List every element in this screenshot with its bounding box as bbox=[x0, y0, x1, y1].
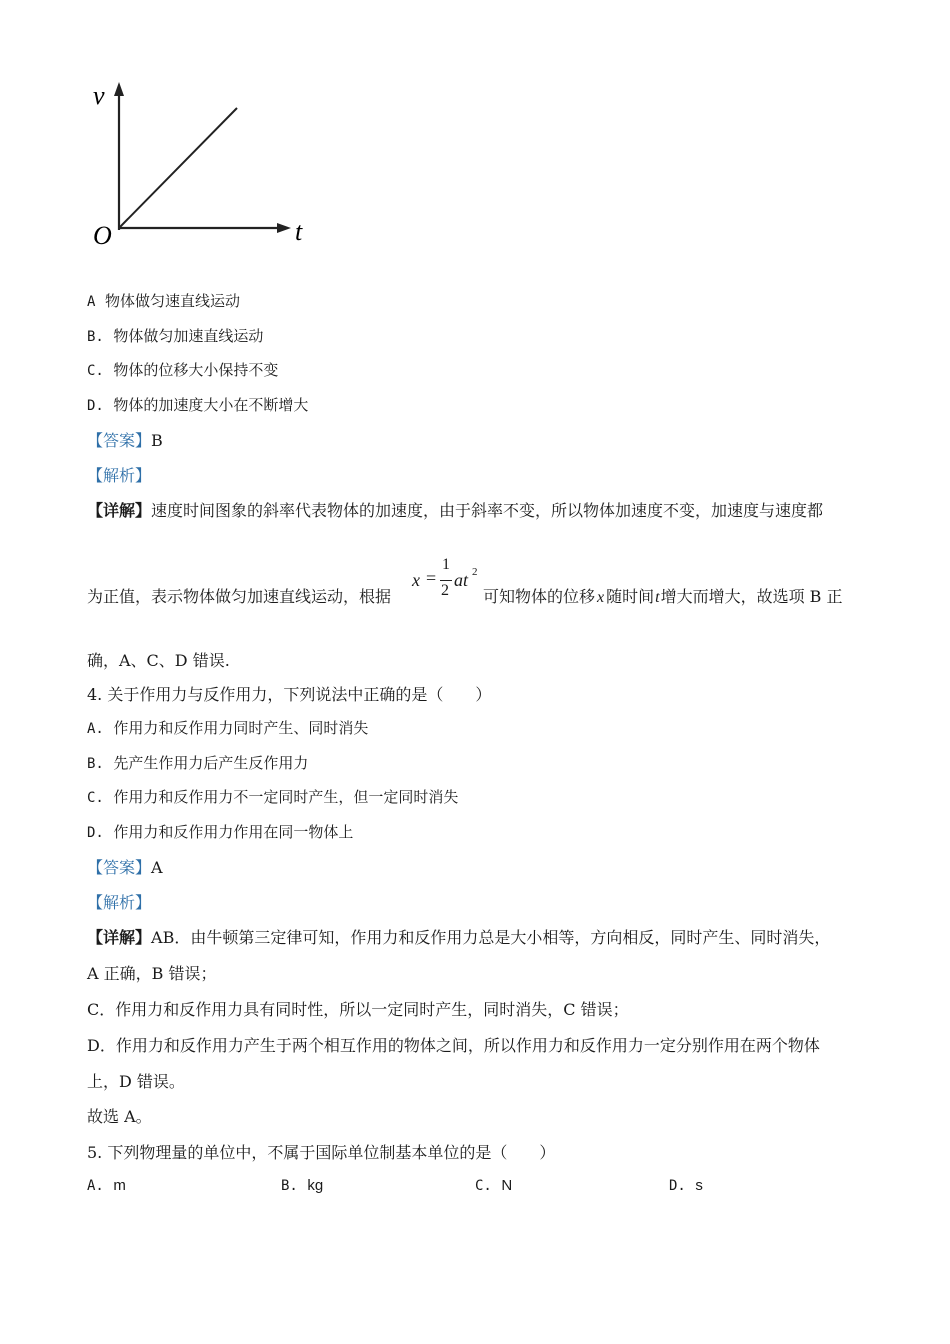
q4-option-d: D. 作用力和反作用力作用在同一物体上 bbox=[87, 823, 354, 841]
q3-option-b: B. 物体做匀加速直线运动 bbox=[87, 327, 264, 345]
q4-detail-d2: 上，D 错误。 bbox=[87, 1072, 185, 1091]
q5-option-d: D. s bbox=[669, 1177, 703, 1194]
q4-option-b: B. 先产生作用力后产生反作用力 bbox=[87, 754, 309, 772]
t-axis-arrow bbox=[277, 223, 291, 233]
q3-option-c: C. 物体的位移大小保持不变 bbox=[87, 361, 279, 379]
q3-detail-line1: 【详解】速度时间图象的斜率代表物体的加速度，由于斜率不变，所以物体加速度不变，加速度与速度都 bbox=[87, 501, 824, 520]
q4-detail-c: C．作用力和反作用力具有同时性，所以一定同时产生，同时消失，C 错误； bbox=[87, 1000, 629, 1019]
q5-option-c: C. N bbox=[475, 1177, 513, 1194]
t-axis-label: t bbox=[295, 217, 303, 246]
q3-detail-line3: 确，A、C、D 错误. bbox=[87, 651, 230, 670]
q3-answer: 【答案】B bbox=[87, 431, 163, 450]
q4-stem: 4. 关于作用力与反作用力，下列说法中正确的是（ ） bbox=[87, 685, 492, 704]
q3-option-d: D. 物体的加速度大小在不断增大 bbox=[87, 396, 309, 414]
q4-option-a: A. 作用力和反作用力同时产生、同时消失 bbox=[87, 719, 369, 737]
q5-stem: 5. 下列物理量的单位中，不属于国际单位制基本单位的是（ ） bbox=[87, 1143, 556, 1162]
q4-option-c: C. 作用力和反作用力不一定同时产生，但一定同时消失 bbox=[87, 788, 459, 806]
v-axis-arrow bbox=[114, 82, 124, 96]
q5-option-b: B. kg bbox=[281, 1177, 324, 1194]
formula-displacement: x = 1 2 at 2 bbox=[412, 556, 478, 599]
origin-label: O bbox=[93, 221, 112, 250]
q4-detail-ab: 【详解】AB．由牛顿第三定律可知，作用力和反作用力总是大小相等，方向相反，同时产生、同时消失， bbox=[87, 928, 831, 947]
q4-conclusion: 故选 A。 bbox=[87, 1107, 152, 1126]
q3-option-a: A 物体做匀速直线运动 bbox=[87, 292, 240, 310]
q4-answer: 【答案】A bbox=[87, 858, 163, 877]
v-axis-label: v bbox=[93, 81, 105, 110]
velocity-line bbox=[119, 108, 237, 228]
q3-detail-line2: 为正值，表示物体做匀加速直线运动，根据 bbox=[87, 587, 392, 606]
q4-detail-d: D．作用力和反作用力产生于两个相互作用的物体之间，所以作用力和反作用力一定分别作用在两个物体 bbox=[87, 1036, 820, 1055]
velocity-time-graph bbox=[85, 78, 315, 253]
q4-detail-ab2: A 正确，B 错误； bbox=[87, 964, 217, 983]
q3-detail-line2-post: 可知物体的位移 x 随时间t增大而增大，故选项 B 正 bbox=[483, 587, 843, 606]
q3-analysis-tag: 【解析】 bbox=[87, 466, 152, 485]
fraction-bar bbox=[440, 580, 452, 581]
q5-option-a: A. m bbox=[87, 1177, 126, 1194]
q4-analysis-tag: 【解析】 bbox=[87, 893, 152, 912]
